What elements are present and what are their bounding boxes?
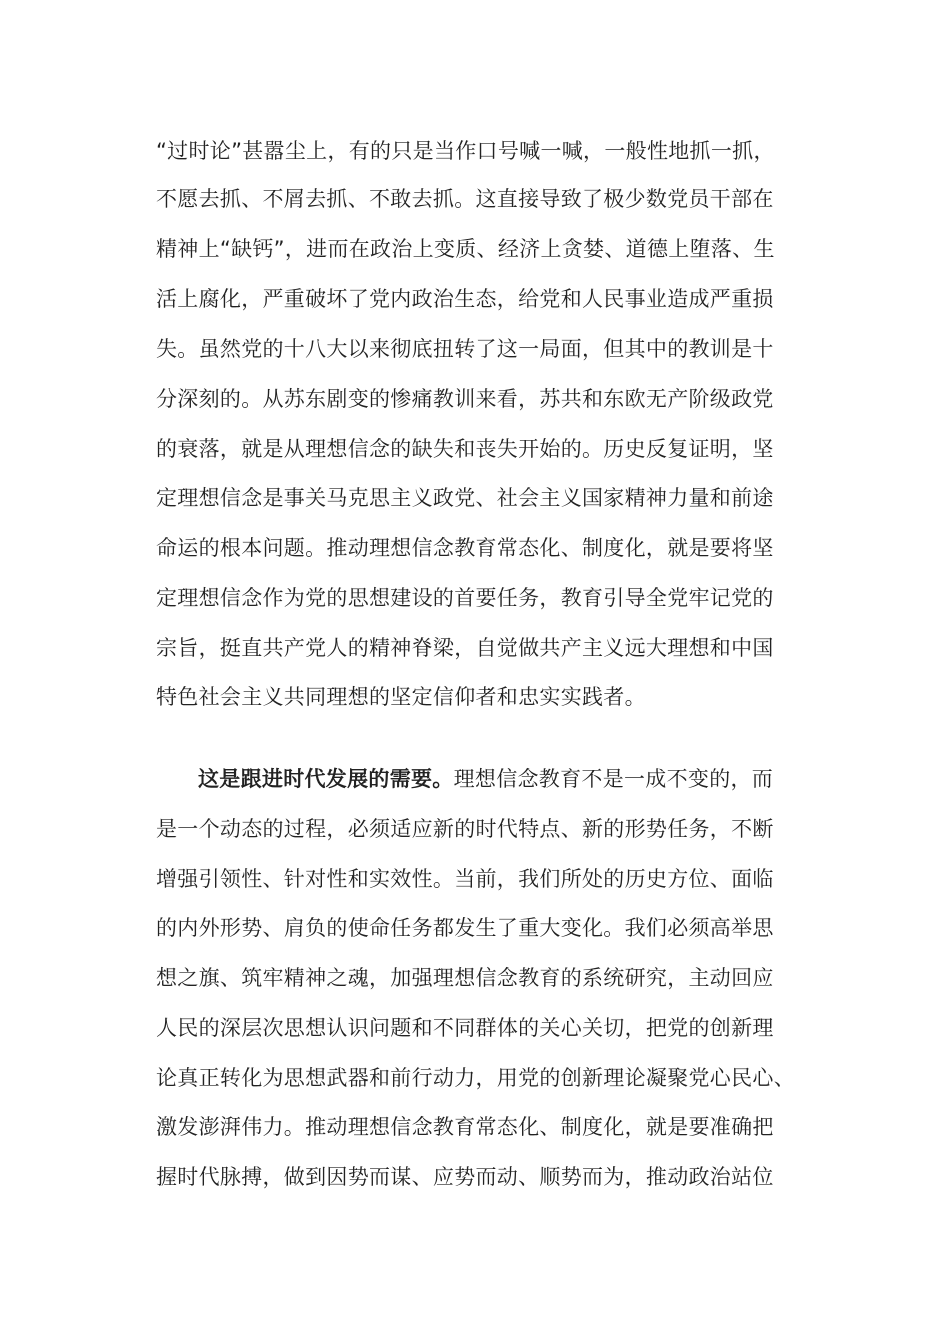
paragraph-line: 活上腐化，严重破坏了党内政治生态，给党和人民事业造成严重损 [156, 287, 774, 311]
paragraph-line: 增强引领性、针对性和实效性。当前，我们所处的历史方位、面临 [156, 867, 774, 891]
paragraph-line: 想之旗、筑牢精神之魂，加强理想信念教育的系统研究，主动回应 [156, 966, 774, 990]
paragraph-line: 宗旨，挺直共产党人的精神脊梁，自觉做共产主义远大理想和中国 [156, 636, 774, 660]
paragraph-line: 命运的根本问题。推动理想信念教育常态化、制度化，就是要将坚 [156, 536, 774, 560]
paragraph-line: “过时论”甚嚣尘上，有的只是当作口号喊一喊，一般性地抓一抓， [156, 139, 775, 163]
paragraph-line: 握时代脉搏，做到因势而谋、应势而动、顺势而为，推动政治站位 [156, 1165, 774, 1189]
paragraph-line: 特色社会主义共同理想的坚定信仰者和忠实实践者。 [156, 685, 646, 709]
paragraph-line: 定理想信念是事关马克思主义政党、社会主义国家精神力量和前途 [156, 486, 774, 510]
paragraph-line: 的衰落，就是从理想信念的缺失和丧失开始的。历史反复证明，坚 [156, 437, 774, 461]
paragraph-line: 人民的深层次思想认识问题和不同群体的关心关切，把党的创新理 [156, 1016, 774, 1040]
paragraph-line: 定理想信念作为党的思想建设的首要任务，教育引导全党牢记党的 [156, 586, 774, 610]
paragraph-line: 激发澎湃伟力。推动理想信念教育常态化、制度化，就是要准确把 [156, 1115, 774, 1139]
paragraph-line: 不愿去抓、不屑去抓、不敢去抓。这直接导致了极少数党员干部在 [156, 187, 774, 211]
paragraph-line: 的内外形势、肩负的使命任务都发生了重大变化。我们必须高举思 [156, 916, 774, 940]
paragraph-line: 论真正转化为思想武器和前行动力，用党的创新理论凝聚党心民心、 [156, 1066, 795, 1090]
paragraph-line: 精神上“缺钙”，进而在政治上变质、经济上贪婪、道德上堕落、生 [156, 237, 775, 261]
paragraph-first-line [198, 764, 773, 794]
paragraph-heading: 这是跟进时代发展的需要。 [198, 767, 454, 791]
paragraph-line: 是一个动态的过程，必须适应新的时代特点、新的形势任务，不断 [156, 817, 774, 841]
paragraph-line: 失。虽然党的十八大以来彻底扭转了这一局面，但其中的教训是十 [156, 337, 774, 361]
paragraph-first-line-text: 理想信念教育不是一成不变的，而 [453, 767, 774, 791]
paragraph-line: 分深刻的。从苏东剧变的惨痛教训来看，苏共和东欧无产阶级政党 [156, 387, 774, 411]
